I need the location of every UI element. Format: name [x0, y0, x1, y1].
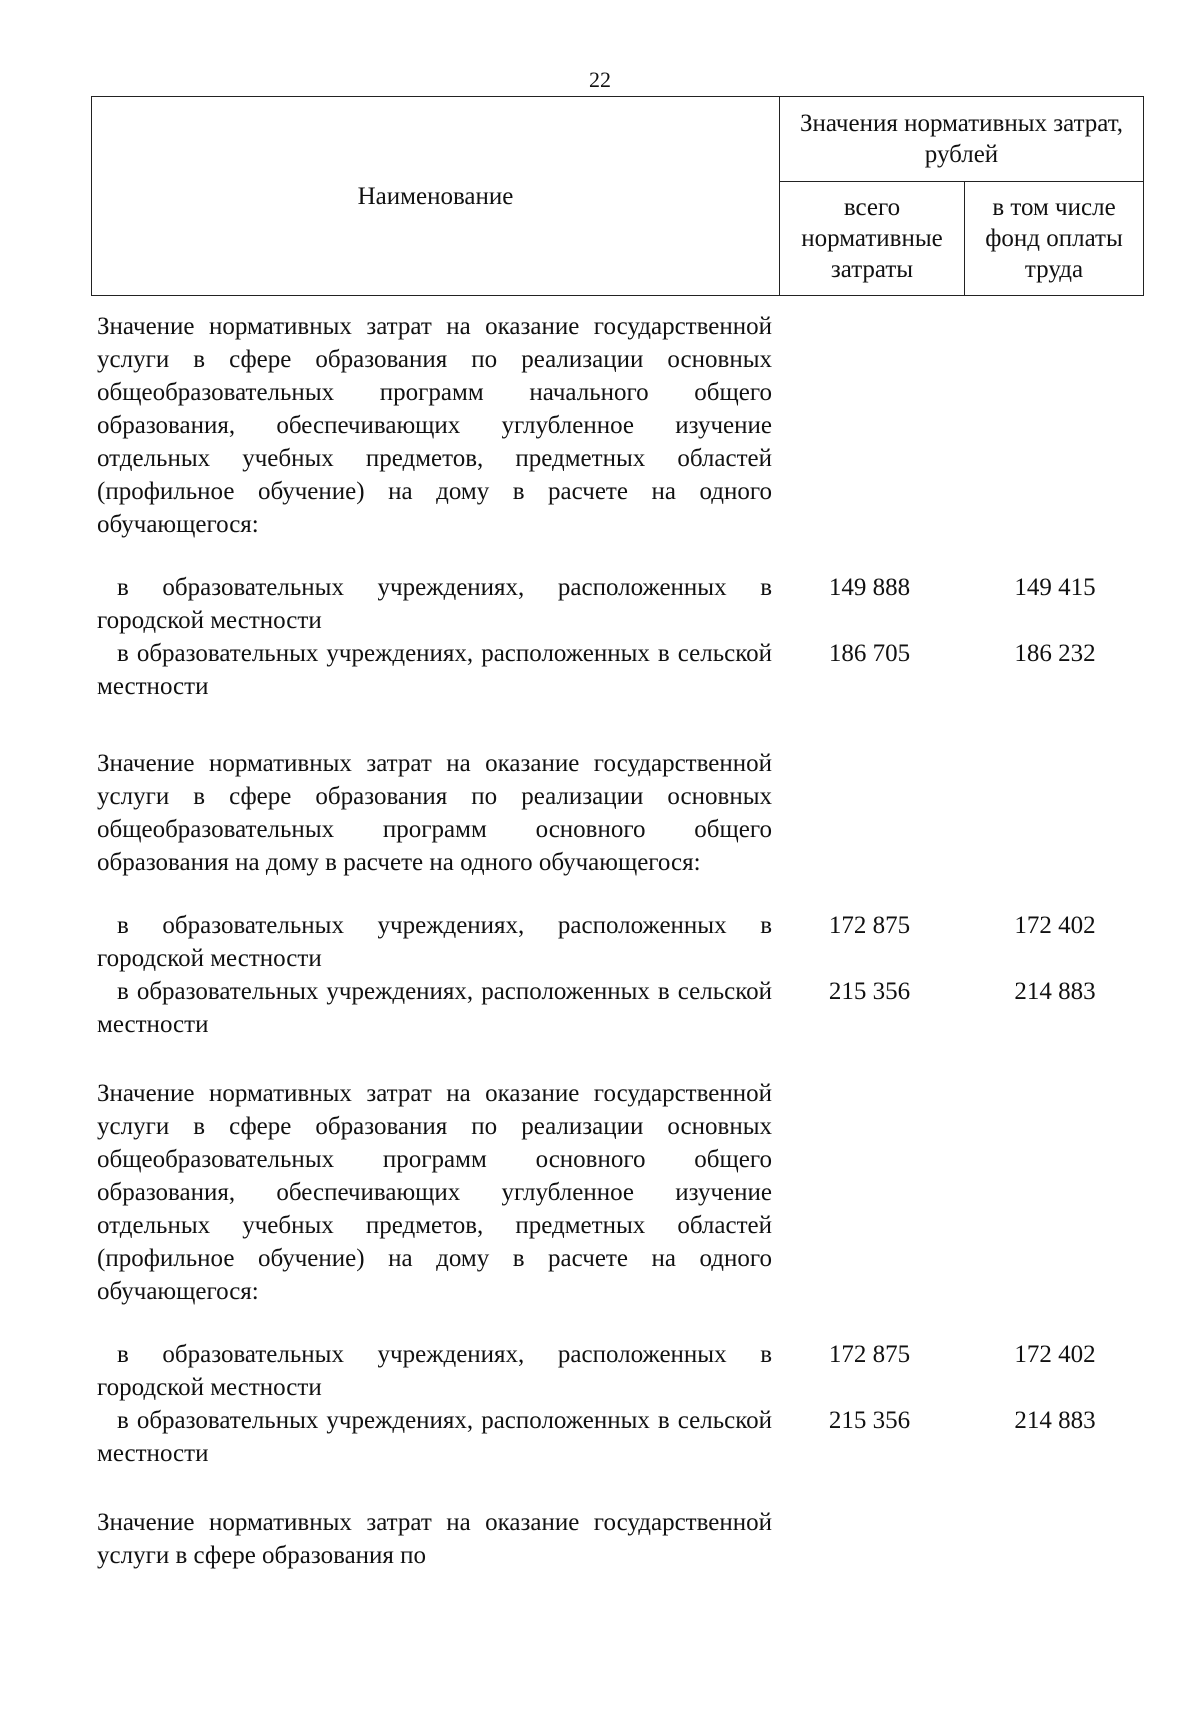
cost-rows	[97, 310, 1143, 1572]
row-total: 215 356	[828, 1407, 911, 1434]
header-total-costs: всего нормативные затраты	[780, 182, 965, 296]
row-total: 215 356	[828, 978, 911, 1005]
table-row	[97, 637, 1143, 703]
row-payroll: 214 883	[1014, 978, 1096, 1005]
row-payroll: 172 402	[1014, 1341, 1096, 1368]
row-total: 149 888	[828, 574, 911, 601]
row-total: 186 705	[828, 640, 911, 667]
table-row	[97, 1404, 1143, 1470]
header-name-column: Наименование	[92, 97, 780, 296]
header-payroll-fund: в том числе фонд оплаты труда	[965, 182, 1144, 296]
row-payroll: 214 883	[1014, 1407, 1096, 1434]
row-label: в образовательных учреждениях, расположенных в городской местности	[97, 574, 772, 634]
row-payroll: 149 415	[1014, 574, 1096, 601]
section-heading: Значение нормативных затрат на оказание государственной услуги в сфере образования по реализации основных общеобразовательных программ основного общего образования на дому в расчете на одного обучающегося:	[97, 750, 772, 876]
row-label: в образовательных учреждениях, расположенных в городской местности	[97, 912, 772, 972]
row-total: 172 875	[828, 912, 911, 939]
row-label: в образовательных учреждениях, расположенных в сельской местности	[97, 640, 772, 700]
header-table	[91, 96, 1144, 296]
row-label: в образовательных учреждениях, расположенных в сельской местности	[97, 1407, 772, 1467]
section-heading: Значение нормативных затрат на оказание государственной услуги в сфере образования по реализации основных общеобразовательных программ основного общего образования, обеспечивающих углубленное изучение отдельных учебных предметов, предметных областей (профильное обучение) на дому в расчете на одного обучающегося:	[97, 1080, 772, 1305]
row-label: в образовательных учреждениях, расположенных в городской местности	[97, 1341, 772, 1401]
table-row	[97, 909, 1143, 975]
page-number: 22	[589, 67, 611, 92]
section-heading: Значение нормативных затрат на оказание государственной услуги в сфере образования по	[97, 1509, 772, 1569]
row-total: 172 875	[828, 1341, 911, 1368]
row-payroll: 186 232	[1014, 640, 1096, 667]
row-payroll: 172 402	[1014, 912, 1096, 939]
section-heading: Значение нормативных затрат на оказание государственной услуги в сфере образования по реализации основных общеобразовательных программ начального общего образования, обеспечивающих углубленное изучение отдельных учебных предметов, предметных областей (профильное обучение) на дому в расчете на одного обучающегося:	[97, 313, 772, 538]
table-row	[97, 1338, 1143, 1404]
row-label: в образовательных учреждениях, расположенных в сельской местности	[97, 978, 772, 1038]
table-row	[97, 975, 1143, 1041]
table-row	[97, 571, 1143, 637]
header-values-group: Значения нормативных затрат, рублей	[780, 97, 1144, 182]
